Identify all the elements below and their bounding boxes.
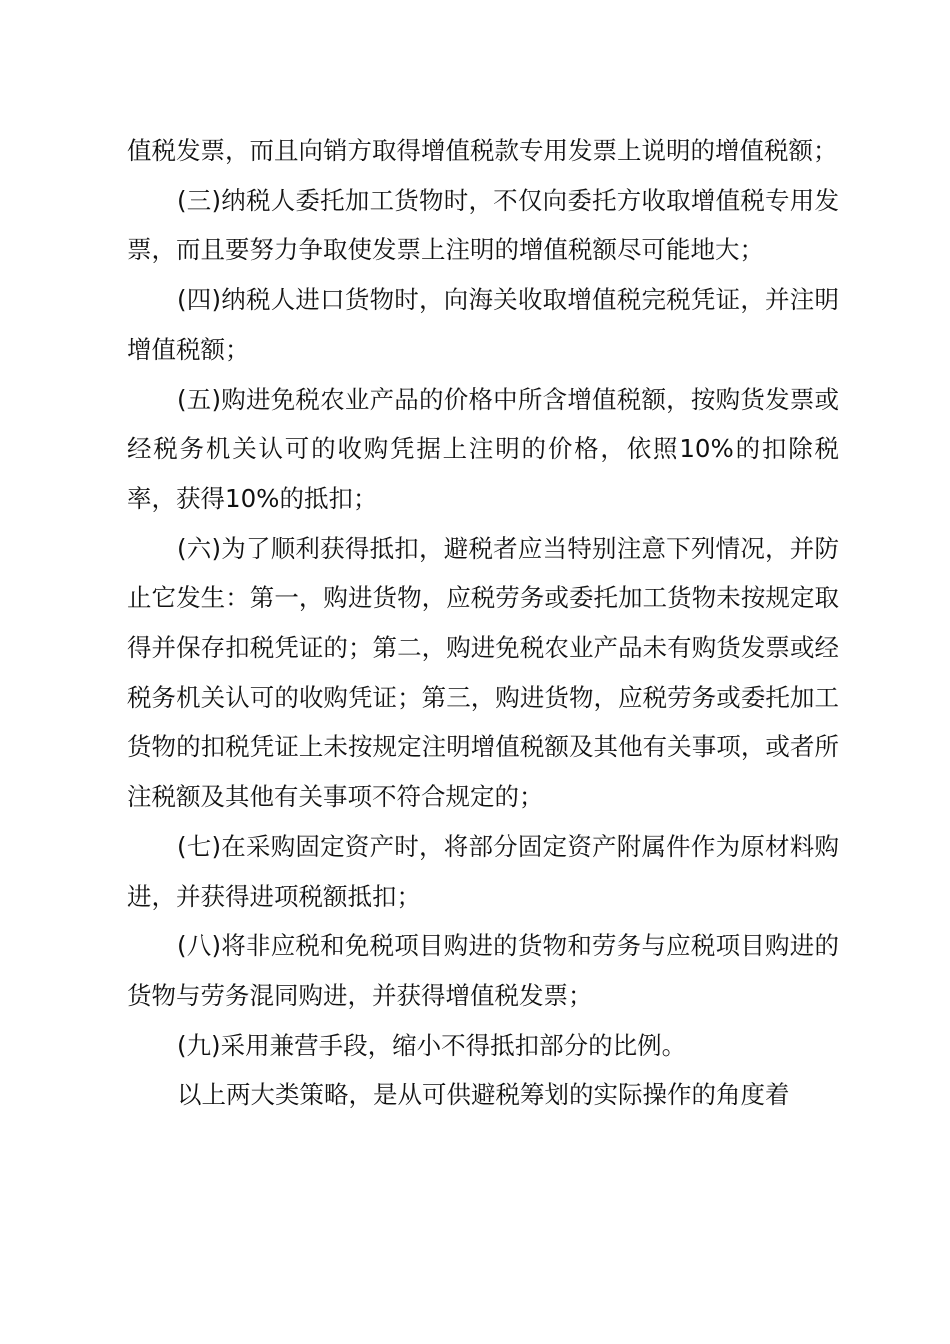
paragraph-item-7: (七)在采购固定资产时，将部分固定资产附属件作为原材料购进，并获得进项税额抵扣；: [127, 831, 839, 911]
paragraph-item-4: (四)纳税人进口货物时，向海关收取增值税完税凭证，并注明增值税额；: [127, 285, 839, 364]
paragraph-item-9: (九)采用兼营手段，缩小不得抵扣部分的比例。: [177, 1030, 687, 1060]
paragraph-vat-invoice-continuation: 值税发票，而且向销方取得增值税款专用发票上说明的增值税额；: [127, 136, 838, 165]
paragraph-summary: 以上两大类策略，是从可供避税筹划的实际操作的角度着: [177, 1080, 790, 1110]
document-page: [127, 126, 839, 1120]
paragraph-item-5: (五)购进免税农业产品的价格中所含增值税额，按购货发票或经税务机关认可的收购凭据上注明的价格，依照10%的扣除税率，获得10%的抵扣；: [127, 384, 839, 513]
paragraph-item-3: (三)纳税人委托加工货物时，不仅向委托方收取增值税专用发票，而且要努力争取使发票上注明的增值税额尽可能地大；: [127, 185, 839, 265]
paragraph-item-8: (八)将非应税和免税项目购进的货物和劳务与应税项目购进的货物与劳务混同购进，并获得增值税发票；: [127, 931, 839, 1010]
paragraph-item-6: (六)为了顺利获得抵扣，避税者应当特别注意下列情况，并防止它发生：第一，购进货物，应税劳务或委托加工货物未按规定取得并保存扣税凭证的；第二，购进免税农业产品未有购货发票或经税务机关认可的收购凭证；第三，购进货物，应税劳务或委托加工货物的扣税凭证上未按规定注明增值税额及其他有关事项，或者所注税额及其他有关事项不符合规定的；: [127, 533, 839, 812]
